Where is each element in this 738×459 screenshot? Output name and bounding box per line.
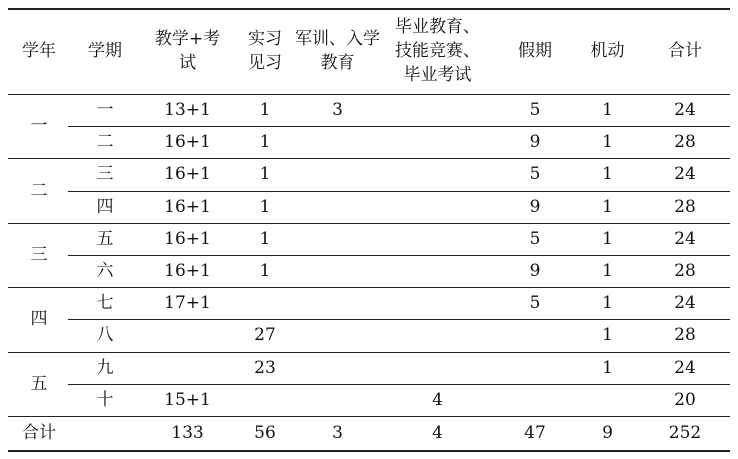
row-vacation-cell: 9 bbox=[529, 196, 541, 217]
header-total: 合计 bbox=[668, 41, 702, 61]
row-intern-cell: 1 bbox=[259, 196, 271, 217]
row-flex-cell: 1 bbox=[602, 132, 613, 153]
row-intern-cell: 1 bbox=[259, 164, 271, 185]
header-grad: 毕业教育、 技能竞赛、 毕业考试 bbox=[395, 17, 480, 85]
totals-vacation-cell: 47 bbox=[524, 423, 546, 443]
row-total-cell: 24 bbox=[674, 164, 696, 185]
year-label: 四 bbox=[30, 309, 48, 330]
header-vacation: 假期 bbox=[518, 41, 552, 61]
row-intern-cell: 1 bbox=[259, 100, 271, 121]
row-total-cell: 24 bbox=[674, 228, 696, 249]
row-term-cell: 九 bbox=[96, 357, 114, 378]
header-military: 军训、入学 教育 bbox=[295, 29, 380, 73]
row-military-cell: 3 bbox=[332, 100, 343, 121]
row-vacation-cell: 9 bbox=[529, 132, 541, 153]
row-intern-cell: 27 bbox=[254, 325, 276, 346]
row-total-cell: 24 bbox=[674, 357, 696, 378]
totals-intern-cell: 56 bbox=[254, 423, 276, 443]
row-flex-cell: 1 bbox=[602, 196, 613, 217]
row-term-cell: 八 bbox=[96, 325, 114, 346]
row-vacation-cell: 9 bbox=[529, 261, 541, 282]
row-total-cell: 28 bbox=[674, 132, 696, 153]
totals-total-cell: 252 bbox=[668, 423, 702, 443]
year-label: 一 bbox=[30, 116, 48, 137]
header-intern: 实习 见习 bbox=[248, 29, 282, 73]
row-term-cell: 五 bbox=[96, 228, 114, 249]
totals-grad-cell: 4 bbox=[432, 423, 443, 443]
row-vacation-cell: 5 bbox=[529, 164, 541, 185]
totals-flex-cell: 9 bbox=[602, 423, 613, 443]
row-total-cell: 20 bbox=[674, 389, 696, 410]
row-flex-cell: 1 bbox=[602, 293, 613, 314]
row-term-cell: 十 bbox=[96, 389, 114, 410]
row-flex-cell: 1 bbox=[602, 357, 613, 378]
row-intern-cell: 23 bbox=[254, 357, 276, 378]
row-intern-cell: 1 bbox=[259, 228, 271, 249]
row-term-cell: 二 bbox=[96, 132, 114, 153]
row-vacation-cell: 5 bbox=[529, 293, 541, 314]
totals-military-cell: 3 bbox=[332, 423, 343, 443]
row-flex-cell: 1 bbox=[602, 100, 613, 121]
row-teach-cell: 16+1 bbox=[164, 164, 211, 185]
row-intern-cell: 1 bbox=[259, 261, 271, 282]
row-grad-cell: 4 bbox=[432, 389, 443, 410]
row-total-cell: 24 bbox=[674, 293, 696, 314]
row-teach-cell: 15+1 bbox=[164, 389, 211, 410]
row-total-cell: 28 bbox=[674, 261, 696, 282]
year-label: 三 bbox=[30, 244, 48, 265]
row-teach-cell: 16+1 bbox=[164, 261, 211, 282]
row-teach-cell: 17+1 bbox=[164, 293, 211, 314]
row-flex-cell: 1 bbox=[602, 164, 613, 185]
row-total-cell: 28 bbox=[674, 325, 696, 346]
row-flex-cell: 1 bbox=[602, 228, 613, 249]
row-teach-cell: 16+1 bbox=[164, 228, 211, 249]
row-total-cell: 28 bbox=[674, 196, 696, 217]
year-label: 二 bbox=[30, 180, 48, 201]
row-vacation-cell: 5 bbox=[529, 228, 541, 249]
totals-label: 合计 bbox=[22, 423, 56, 443]
header-term: 学期 bbox=[88, 41, 122, 61]
header-flex: 机动 bbox=[590, 41, 625, 61]
row-flex-cell: 1 bbox=[602, 261, 613, 282]
row-term-cell: 三 bbox=[96, 164, 114, 185]
row-term-cell: 一 bbox=[96, 100, 114, 121]
row-total-cell: 24 bbox=[674, 100, 696, 121]
year-label: 五 bbox=[30, 373, 48, 394]
row-intern-cell: 1 bbox=[259, 132, 271, 153]
row-teach-cell: 13+1 bbox=[164, 100, 211, 121]
header-year: 学年 bbox=[22, 41, 56, 61]
row-teach-cell: 16+1 bbox=[164, 132, 211, 153]
totals-teach-cell: 133 bbox=[171, 423, 204, 443]
table-bottom-rule bbox=[8, 450, 730, 452]
row-teach-cell: 16+1 bbox=[164, 196, 211, 217]
row-term-cell: 七 bbox=[96, 293, 114, 314]
row-term-cell: 四 bbox=[96, 196, 114, 217]
header-teach: 教学+考 试 bbox=[154, 29, 221, 73]
row-flex-cell: 1 bbox=[602, 325, 613, 346]
row-term-cell: 六 bbox=[96, 261, 114, 282]
row-vacation-cell: 5 bbox=[529, 100, 541, 121]
